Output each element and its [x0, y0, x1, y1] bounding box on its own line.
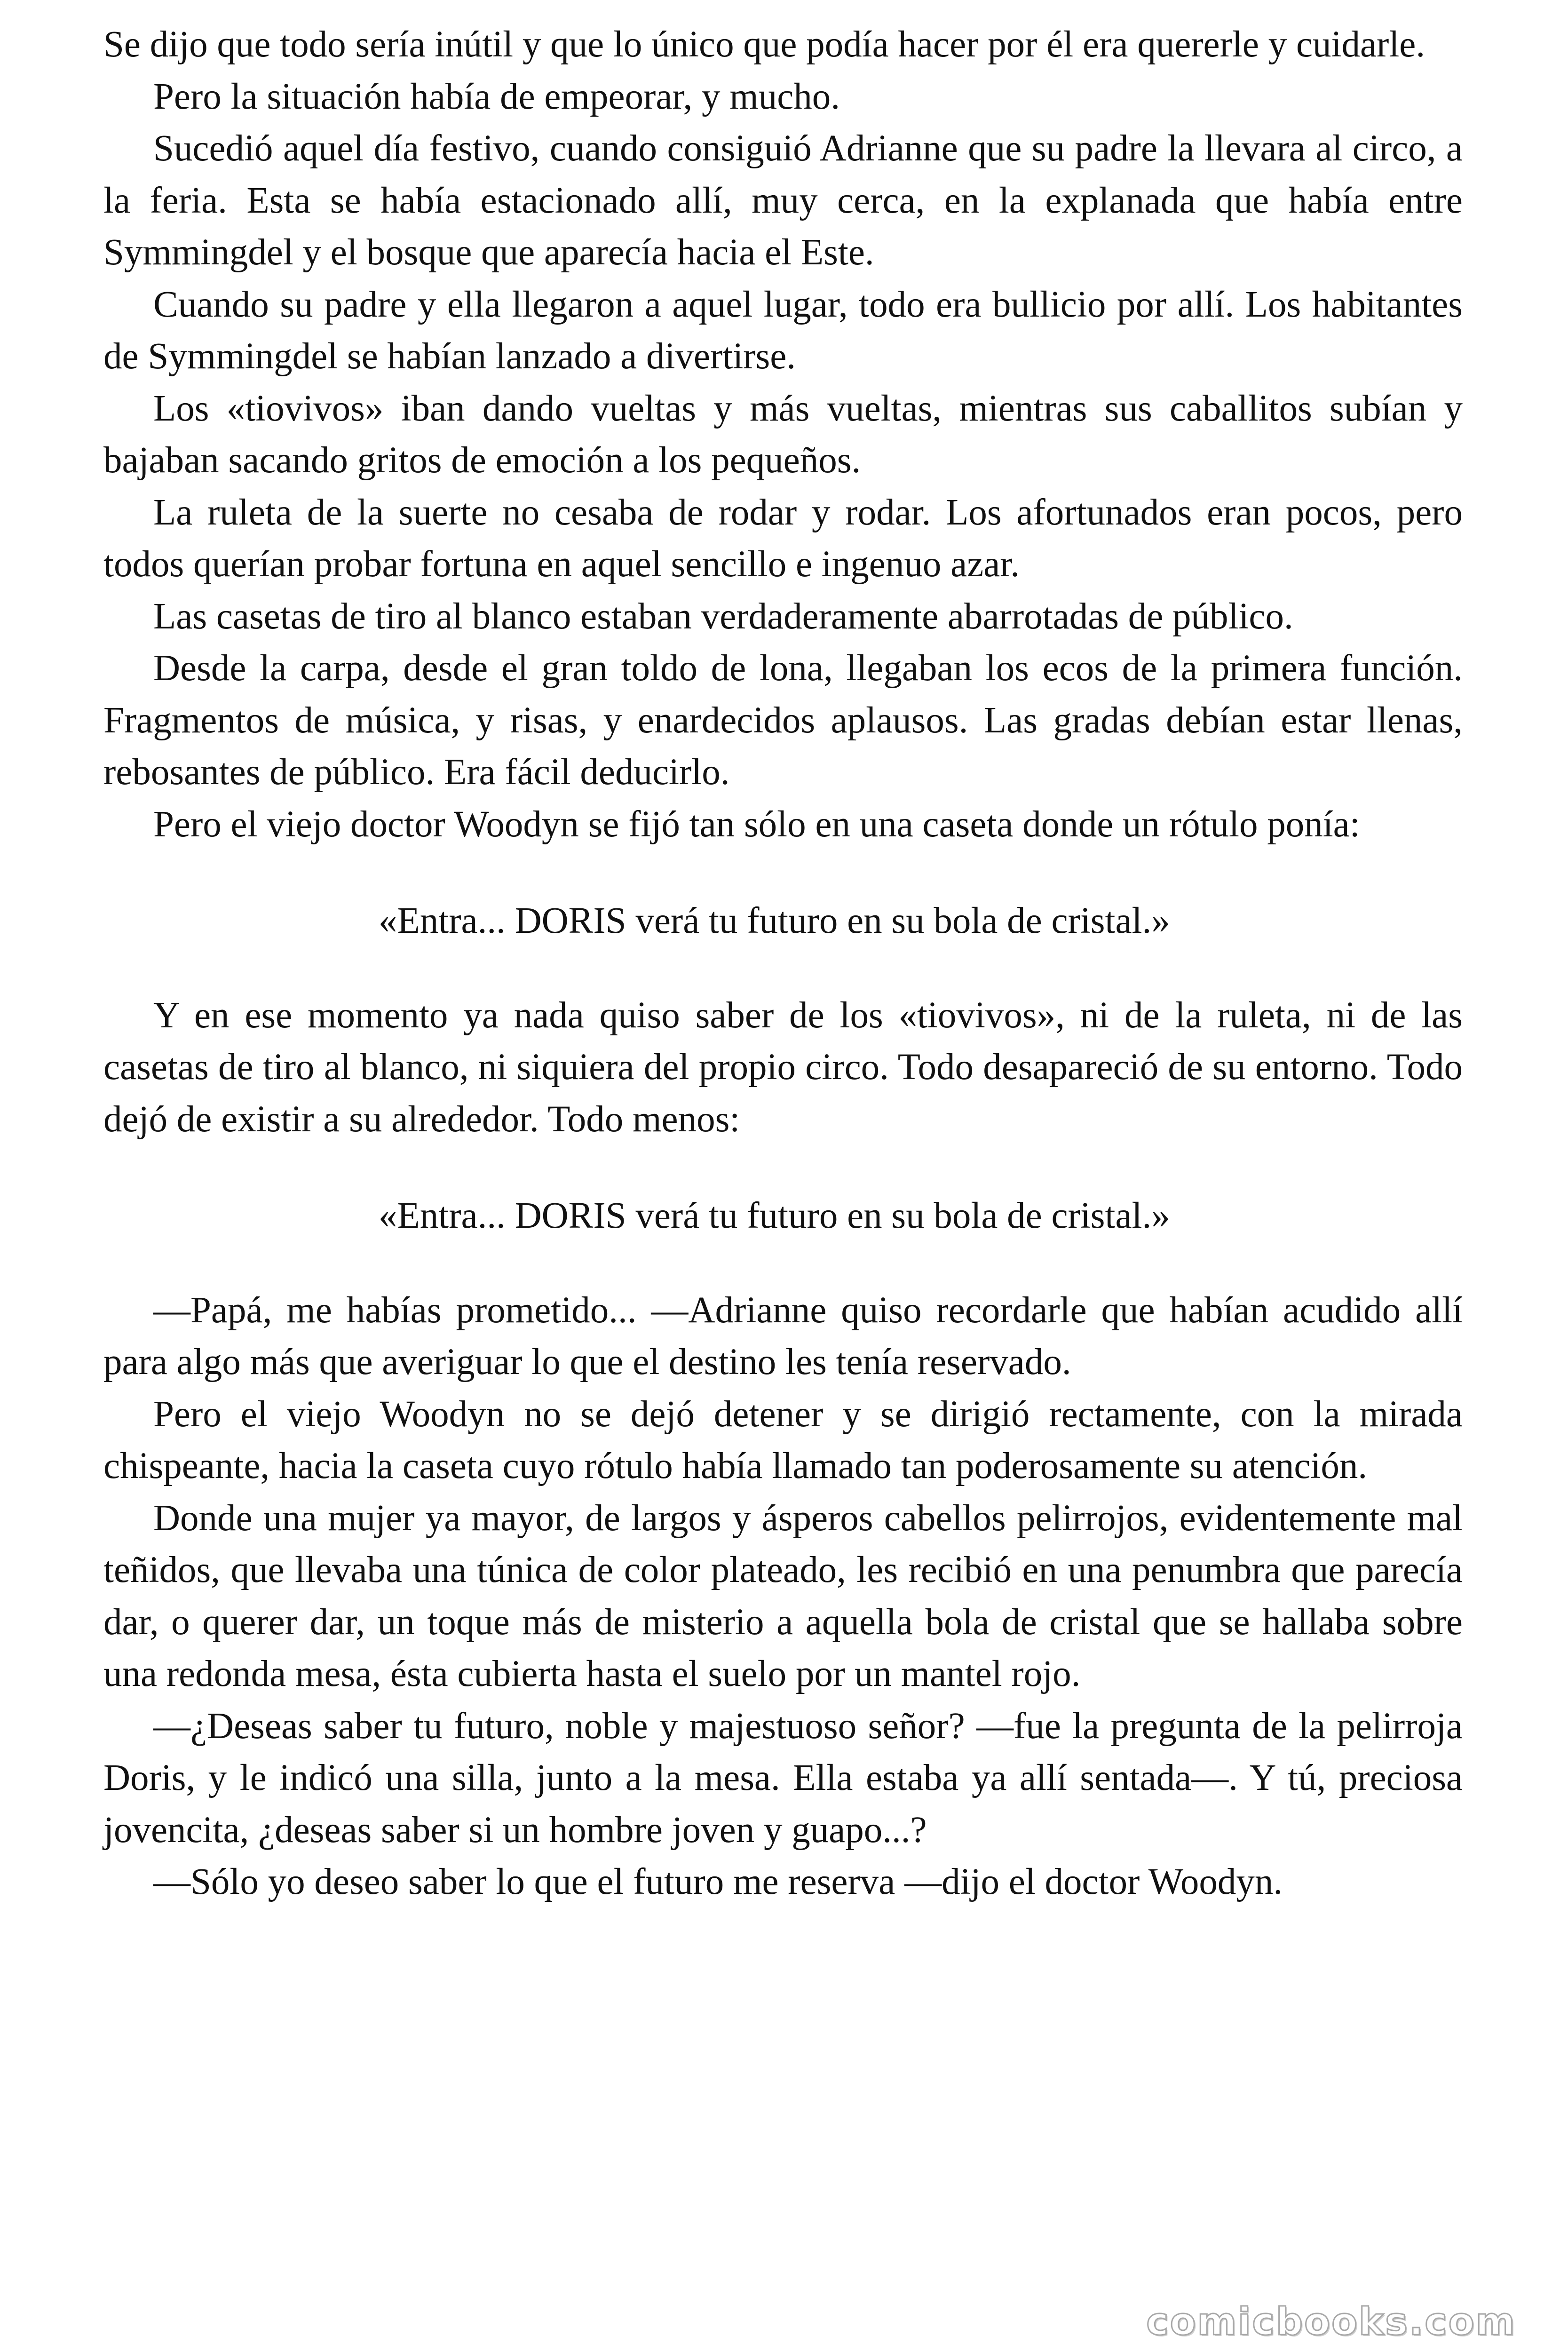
watermark-logo: comicbooks.com: [1146, 2300, 1516, 2344]
paragraph: —Papá, me habías prometido... —Adrianne quiso recordarle que habían acudido allí para algo más que averiguar lo que el destino les tenía reservado.: [103, 1289, 1463, 1383]
paragraph: La ruleta de la suerte no cesaba de rodar y rodar. Los afortunados eran pocos, pero todos querían probar fortuna en aquel sencillo e ingenuo azar.: [103, 492, 1463, 585]
paragraph: Cuando su padre y ella llegaron a aquel lugar, todo era bullicio por allí. Los habitantes de Symmingdel se habían lanzado a divertirse.: [103, 284, 1463, 377]
sign-quote: «Entra... DORIS verá tu futuro en su bola de cristal.»: [379, 1195, 1170, 1236]
paragraph: —¿Deseas saber tu futuro, noble y majestuoso señor? —fue la pregunta de la pelirroja Doris, y le indicó una silla, junto a la mesa. Ella estaba ya allí sentada—. Y tú, preciosa jovencita, ¿deseas saber si un hombre joven y guapo...?: [103, 1705, 1463, 1851]
paragraph: Desde la carpa, desde el gran toldo de lona, llegaban los ecos de la primera función. Fragmentos de música, y risas, y enardecidos aplausos. Las gradas debían estar llenas, rebosantes de público. Era fácil deducirlo.: [103, 648, 1463, 793]
paragraph: Se dijo que todo sería inútil y que lo único que podía hacer por él era quererle y cuidarle.: [103, 24, 1425, 65]
paragraph: Las casetas de tiro al blanco estaban verdaderamente abarrotadas de público.: [153, 596, 1293, 637]
paragraph: Y en ese momento ya nada quiso saber de los «tiovivos», ni de la ruleta, ni de las casetas de tiro al blanco, ni siquiera del propio circo. Todo desapareció de su entorno. Todo dejó de existir a su alrededor. Todo menos:: [103, 994, 1463, 1140]
paragraph: Los «tiovivos» iban dando vueltas y más vueltas, mientras sus caballitos subían y bajaban sacando gritos de emoción a los pequeños.: [103, 388, 1463, 481]
paragraph: Donde una mujer ya mayor, de largos y ásperos cabellos pelirrojos, evidentemente mal teñidos, que llevaba una túnica de color plateado, les recibió en una penumbra que parecía dar, o querer dar, un toque más de misterio a aquella bola de cristal que se hallaba sobre una redonda mesa, ésta cubierta hasta el suelo por un mantel rojo.: [103, 1497, 1463, 1694]
paragraph: Pero la situación había de empeorar, y mucho.: [153, 76, 840, 117]
paragraph: —Sólo yo deseo saber lo que el futuro me reserva —dijo el doctor Woodyn.: [153, 1861, 1283, 1902]
paragraph: Pero el viejo doctor Woodyn se fijó tan sólo en una caseta donde un rótulo ponía:: [153, 803, 1360, 845]
paragraph: Sucedió aquel día festivo, cuando consiguió Adrianne que su padre la llevara al circo, a la feria. Esta se había estacionado allí, muy cerca, en la explanada que había entre Symmingdel y el bosque que aparecía hacia el Este.: [103, 128, 1463, 273]
book-page: [103, 19, 1463, 1908]
paragraph: Pero el viejo Woodyn no se dejó detener y se dirigió rectamente, con la mirada chispeante, hacia la caseta cuyo rótulo había llamado tan poderosamente su atención.: [103, 1393, 1463, 1486]
sign-quote: «Entra... DORIS verá tu futuro en su bola de cristal.»: [379, 900, 1170, 941]
